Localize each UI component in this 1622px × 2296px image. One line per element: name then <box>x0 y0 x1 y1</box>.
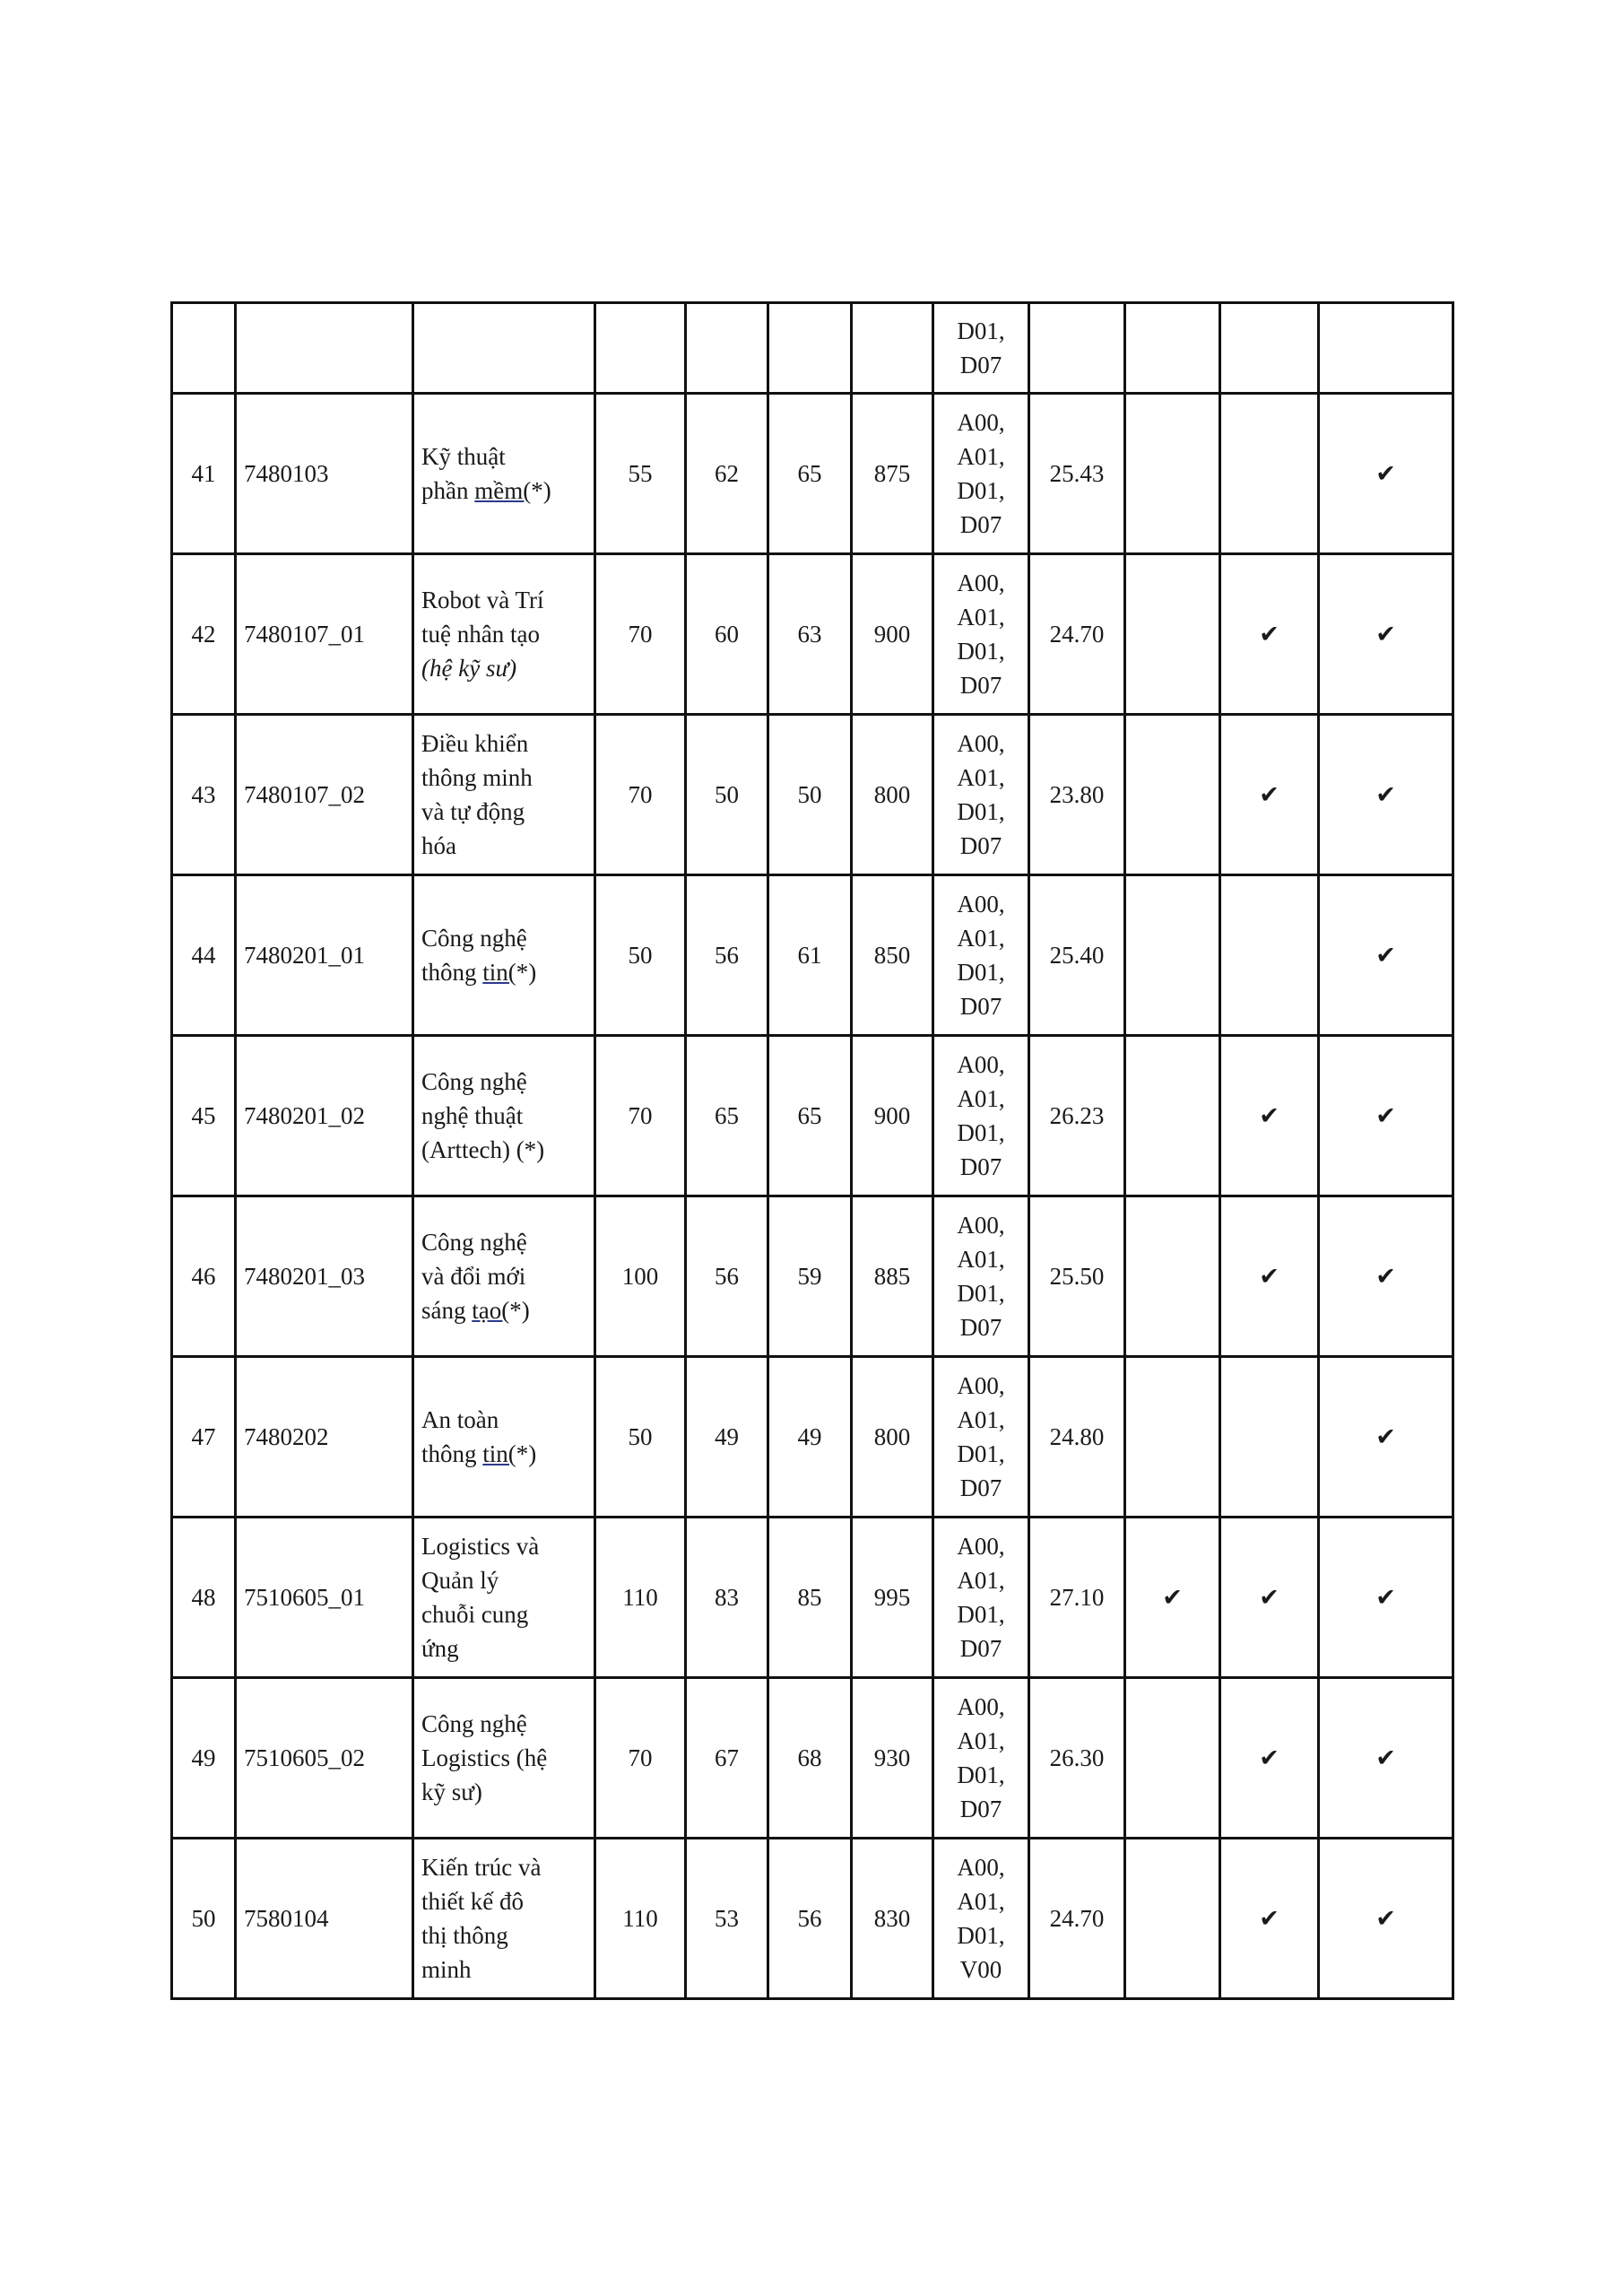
program-name-line <box>421 1529 586 1563</box>
combination: V00 <box>959 1956 1002 1983</box>
program-name-text: ứng <box>421 1635 459 1662</box>
program-name-text: phần <box>421 477 475 504</box>
cell-score: 25.40 <box>1029 875 1125 1036</box>
cell-check-1 <box>1125 1196 1220 1357</box>
cell-v2: 65 <box>768 1036 852 1196</box>
cell-check-3 <box>1319 554 1453 715</box>
program-name-line <box>421 1293 586 1327</box>
combination: A01, <box>957 1727 1005 1754</box>
cell-v1: 62 <box>686 394 768 554</box>
cell-v1: 49 <box>686 1357 768 1518</box>
cell-v1: 60 <box>686 554 768 715</box>
cell-name <box>413 1839 595 1999</box>
cell-v2: 65 <box>768 394 852 554</box>
cell-stt: 46 <box>172 1196 236 1357</box>
cell-v1: 83 <box>686 1518 768 1678</box>
cell-v3: 885 <box>852 1196 933 1357</box>
cell-score: 24.70 <box>1029 554 1125 715</box>
table-row <box>172 1357 1453 1518</box>
cell-v3: 900 <box>852 554 933 715</box>
program-name-text: và đổi mới <box>421 1263 526 1290</box>
cell-quota: 70 <box>595 715 686 875</box>
combination: A00, <box>957 1854 1005 1881</box>
cell-v3: 875 <box>852 394 933 554</box>
program-name-text: Công nghệ <box>421 1710 527 1737</box>
spellcheck-underlined-word: tin( <box>482 959 516 986</box>
table-row-continuation <box>172 303 1453 394</box>
checkmark-icon: ✔ <box>1375 942 1396 969</box>
cell-check-3 <box>1319 1839 1453 1999</box>
table-row <box>172 1036 1453 1196</box>
program-name-line <box>421 1631 586 1665</box>
cell-code: 7510605_01 <box>236 1518 413 1678</box>
program-name-line <box>421 583 586 617</box>
program-name-line <box>421 1437 586 1471</box>
cell-check-1 <box>1125 1036 1220 1196</box>
program-name-text: Logistics và <box>421 1533 540 1560</box>
cell-check-2 <box>1220 875 1319 1036</box>
program-name-line <box>421 1563 586 1597</box>
program-name-text: An toàn <box>421 1406 499 1433</box>
cell-code: 7480201_03 <box>236 1196 413 1357</box>
cell-combinations <box>933 1196 1029 1357</box>
program-name-text: và tự động <box>421 798 525 825</box>
cell-combinations <box>933 1036 1029 1196</box>
program-name-line <box>421 651 586 685</box>
program-name-text: thông minh <box>421 764 533 791</box>
cell-v3 <box>852 303 933 394</box>
spellcheck-underlined-word: mềm( <box>474 477 532 504</box>
program-name-text: Quản lý <box>421 1567 499 1594</box>
cell-score: 25.50 <box>1029 1196 1125 1357</box>
cell-check-1 <box>1125 1839 1220 1999</box>
program-name-suffix: *) <box>509 1297 530 1324</box>
program-name-line <box>421 1884 586 1918</box>
cell-v2: 49 <box>768 1357 852 1518</box>
program-name-suffix: *) <box>531 477 551 504</box>
program-name-line <box>421 1133 586 1167</box>
cell-check-2 <box>1220 715 1319 875</box>
program-name-line <box>421 617 586 651</box>
cell-code: 7480103 <box>236 394 413 554</box>
program-name-text: Logistics (hệ <box>421 1744 548 1771</box>
cell-check-3 <box>1319 1036 1453 1196</box>
table-row <box>172 1196 1453 1357</box>
cell-quota: 110 <box>595 1518 686 1678</box>
cell-name <box>413 1196 595 1357</box>
cell-stt: 41 <box>172 394 236 554</box>
combination: D07 <box>959 511 1002 538</box>
program-name-line <box>421 1225 586 1259</box>
combination: D07 <box>959 832 1002 859</box>
checkmark-icon: ✔ <box>1375 460 1396 487</box>
combination: A01, <box>957 1406 1005 1433</box>
program-name-text: chuỗi cung <box>421 1601 529 1628</box>
combination: D01, <box>957 317 1005 344</box>
program-name-line <box>421 439 586 474</box>
program-name-line <box>421 1099 586 1133</box>
checkmark-icon: ✔ <box>1259 621 1279 648</box>
program-name-text: Robot và Trí <box>421 587 544 613</box>
table-row <box>172 1518 1453 1678</box>
program-name-line <box>421 955 586 989</box>
combination: D07 <box>959 672 1002 699</box>
cell-stt: 49 <box>172 1678 236 1839</box>
cell-check-1 <box>1125 875 1220 1036</box>
checkmark-icon: ✔ <box>1259 1102 1279 1129</box>
combination: D01, <box>957 1440 1005 1467</box>
cell-check-2 <box>1220 1678 1319 1839</box>
cell-name <box>413 1036 595 1196</box>
cell-check-3 <box>1319 715 1453 875</box>
combination: D07 <box>959 1153 1002 1180</box>
cell-check-2 <box>1220 394 1319 554</box>
table-row <box>172 394 1453 554</box>
program-name-line <box>421 1403 586 1437</box>
combination: D01, <box>957 798 1005 825</box>
cell-stt: 44 <box>172 875 236 1036</box>
program-name-text: thông <box>421 1440 483 1467</box>
cell-check-2 <box>1220 1518 1319 1678</box>
program-name-text: sáng <box>421 1297 473 1324</box>
cell-check-3 <box>1319 1357 1453 1518</box>
cell-combinations <box>933 875 1029 1036</box>
checkmark-icon: ✔ <box>1259 1744 1279 1771</box>
program-name-suffix: *) <box>516 959 537 986</box>
program-name-line <box>421 1065 586 1099</box>
cell-check-1 <box>1125 1678 1220 1839</box>
cell-name <box>413 303 595 394</box>
cell-score: 24.80 <box>1029 1357 1125 1518</box>
cell-v2: 68 <box>768 1678 852 1839</box>
cell-stt: 47 <box>172 1357 236 1518</box>
cell-check-3 <box>1319 1518 1453 1678</box>
combination: A00, <box>957 1212 1005 1239</box>
program-name-line <box>421 761 586 795</box>
program-name-text: hóa <box>421 832 456 859</box>
program-name-line <box>421 1741 586 1775</box>
cell-combinations <box>933 1678 1029 1839</box>
cell-check-2 <box>1220 303 1319 394</box>
program-name-text: Kỹ thuật <box>421 443 506 470</box>
cell-check-1 <box>1125 394 1220 554</box>
cell-check-1 <box>1125 715 1220 875</box>
combination: A00, <box>957 570 1005 596</box>
combination: A01, <box>957 925 1005 952</box>
combination: D07 <box>959 1474 1002 1501</box>
cell-score <box>1029 303 1125 394</box>
cell-v1: 53 <box>686 1839 768 1999</box>
combination: D01, <box>957 1280 1005 1307</box>
cell-code: 7480107_02 <box>236 715 413 875</box>
cell-v2: 61 <box>768 875 852 1036</box>
cell-stt: 45 <box>172 1036 236 1196</box>
combination: D01, <box>957 477 1005 504</box>
cell-v1: 56 <box>686 875 768 1036</box>
cell-quota: 50 <box>595 875 686 1036</box>
checkmark-icon: ✔ <box>1375 1102 1396 1129</box>
combination: A00, <box>957 1693 1005 1720</box>
cell-score: 26.30 <box>1029 1678 1125 1839</box>
program-name-text: thiết kế đô <box>421 1888 524 1915</box>
cell-v3: 995 <box>852 1518 933 1678</box>
cell-code: 7480107_01 <box>236 554 413 715</box>
program-name-line <box>421 1952 586 1987</box>
cell-code: 7580104 <box>236 1839 413 1999</box>
program-name-text: thị thông <box>421 1922 508 1949</box>
cell-code <box>236 303 413 394</box>
combination: A01, <box>957 1567 1005 1594</box>
combination: D01, <box>957 638 1005 665</box>
checkmark-icon: ✔ <box>1259 1584 1279 1611</box>
combination: D01, <box>957 1761 1005 1788</box>
combination: A01, <box>957 604 1005 631</box>
program-name-line <box>421 829 586 863</box>
program-name-text: Công nghệ <box>421 925 527 952</box>
checkmark-icon: ✔ <box>1259 1263 1279 1290</box>
combination: A00, <box>957 1372 1005 1399</box>
program-name-text: tuệ nhân tạo <box>421 621 540 648</box>
checkmark-icon: ✔ <box>1375 1905 1396 1932</box>
program-name-line <box>421 1707 586 1741</box>
cell-score: 27.10 <box>1029 1518 1125 1678</box>
cell-check-3 <box>1319 1196 1453 1357</box>
cell-combinations <box>933 715 1029 875</box>
cell-code: 7480201_01 <box>236 875 413 1036</box>
program-name-line <box>421 921 586 955</box>
cell-v1: 50 <box>686 715 768 875</box>
combination: D01, <box>957 1119 1005 1146</box>
cell-stt: 48 <box>172 1518 236 1678</box>
cell-code: 7480202 <box>236 1357 413 1518</box>
program-name-line <box>421 726 586 761</box>
cell-check-2 <box>1220 1036 1319 1196</box>
cell-combinations <box>933 1839 1029 1999</box>
cell-v2: 59 <box>768 1196 852 1357</box>
cell-v2: 50 <box>768 715 852 875</box>
cell-combinations <box>933 1518 1029 1678</box>
cell-score: 26.23 <box>1029 1036 1125 1196</box>
cell-name <box>413 1357 595 1518</box>
cell-quota: 110 <box>595 1839 686 1999</box>
cell-name <box>413 715 595 875</box>
cell-check-3 <box>1319 1678 1453 1839</box>
program-name-suffix: *) <box>516 1440 537 1467</box>
cell-v2 <box>768 303 852 394</box>
table-row <box>172 875 1453 1036</box>
combination: A01, <box>957 764 1005 791</box>
cell-check-1 <box>1125 303 1220 394</box>
program-name-text: Công nghệ <box>421 1229 527 1256</box>
table-row <box>172 715 1453 875</box>
combination: D07 <box>959 993 1002 1020</box>
combination: D07 <box>959 1314 1002 1341</box>
cell-check-2 <box>1220 1839 1319 1999</box>
cell-check-3 <box>1319 303 1453 394</box>
cell-v2: 63 <box>768 554 852 715</box>
program-name-line <box>421 1775 586 1809</box>
cell-v3: 830 <box>852 1839 933 1999</box>
spellcheck-underlined-word: tin( <box>482 1440 516 1467</box>
checkmark-icon: ✔ <box>1259 781 1279 808</box>
table-row <box>172 1678 1453 1839</box>
combination: D07 <box>959 1796 1002 1822</box>
cell-quota: 70 <box>595 1678 686 1839</box>
cell-v1: 65 <box>686 1036 768 1196</box>
checkmark-icon: ✔ <box>1375 1744 1396 1771</box>
program-name-line <box>421 795 586 829</box>
program-name-text: Công nghệ <box>421 1068 527 1095</box>
cell-v2: 56 <box>768 1839 852 1999</box>
combination: A01, <box>957 1888 1005 1915</box>
program-name-line <box>421 1597 586 1631</box>
program-name-text: nghệ thuật <box>421 1102 524 1129</box>
combination: A01, <box>957 1085 1005 1112</box>
cell-v3: 900 <box>852 1036 933 1196</box>
cell-v3: 850 <box>852 875 933 1036</box>
cell-v3: 800 <box>852 1357 933 1518</box>
program-name-text: kỹ sư) <box>421 1779 482 1805</box>
cell-name <box>413 1678 595 1839</box>
cell-score: 23.80 <box>1029 715 1125 875</box>
program-name-text: (hệ kỹ sư) <box>421 655 517 682</box>
combination: A00, <box>957 891 1005 918</box>
cell-name <box>413 1518 595 1678</box>
cell-v1: 56 <box>686 1196 768 1357</box>
cell-check-2 <box>1220 554 1319 715</box>
cell-check-2 <box>1220 1357 1319 1518</box>
cell-v3: 800 <box>852 715 933 875</box>
cell-combinations <box>933 394 1029 554</box>
cell-check-3 <box>1319 875 1453 1036</box>
combination: D01, <box>957 1922 1005 1949</box>
program-name-line <box>421 474 586 508</box>
cell-name <box>413 875 595 1036</box>
combination: D01, <box>957 959 1005 986</box>
cell-stt: 50 <box>172 1839 236 1999</box>
table-row <box>172 1839 1453 1999</box>
cell-quota: 55 <box>595 394 686 554</box>
spellcheck-underlined-word: tạo( <box>472 1297 510 1324</box>
checkmark-icon: ✔ <box>1375 1423 1396 1450</box>
combination: D07 <box>959 352 1002 378</box>
cell-check-2 <box>1220 1196 1319 1357</box>
cell-check-1 <box>1125 554 1220 715</box>
cell-combinations <box>933 554 1029 715</box>
cell-stt <box>172 303 236 394</box>
cell-check-3 <box>1319 394 1453 554</box>
cell-v3: 930 <box>852 1678 933 1839</box>
program-name-line <box>421 1918 586 1952</box>
checkmark-icon: ✔ <box>1259 1905 1279 1932</box>
program-name-text: (Arttech) (*) <box>421 1136 545 1163</box>
cell-check-1 <box>1125 1518 1220 1678</box>
cell-combinations <box>933 303 1029 394</box>
program-name-line <box>421 1259 586 1293</box>
checkmark-icon: ✔ <box>1162 1584 1183 1611</box>
table-row <box>172 554 1453 715</box>
program-name-text: thông <box>421 959 483 986</box>
combination: A00, <box>957 1051 1005 1078</box>
checkmark-icon: ✔ <box>1375 781 1396 808</box>
cell-stt: 42 <box>172 554 236 715</box>
combination: A01, <box>957 443 1005 470</box>
program-name-text: Điều khiển <box>421 730 529 757</box>
combination: D07 <box>959 1635 1002 1662</box>
cell-score: 25.43 <box>1029 394 1125 554</box>
cell-stt: 43 <box>172 715 236 875</box>
cell-v2: 85 <box>768 1518 852 1678</box>
checkmark-icon: ✔ <box>1375 1584 1396 1611</box>
cell-name <box>413 554 595 715</box>
combination: A00, <box>957 1533 1005 1560</box>
cell-quota <box>595 303 686 394</box>
cell-quota: 50 <box>595 1357 686 1518</box>
checkmark-icon: ✔ <box>1375 621 1396 648</box>
combination: A01, <box>957 1246 1005 1273</box>
cell-check-1 <box>1125 1357 1220 1518</box>
admissions-table <box>170 301 1454 2000</box>
cell-code: 7480201_02 <box>236 1036 413 1196</box>
program-name-text: Kiến trúc và <box>421 1854 542 1881</box>
cell-quota: 100 <box>595 1196 686 1357</box>
checkmark-icon: ✔ <box>1375 1263 1396 1290</box>
cell-v1 <box>686 303 768 394</box>
cell-score: 24.70 <box>1029 1839 1125 1999</box>
cell-combinations <box>933 1357 1029 1518</box>
program-name-line <box>421 1850 586 1884</box>
cell-name <box>413 394 595 554</box>
combination: A00, <box>957 409 1005 436</box>
cell-v1: 67 <box>686 1678 768 1839</box>
cell-quota: 70 <box>595 554 686 715</box>
cell-code: 7510605_02 <box>236 1678 413 1839</box>
cell-quota: 70 <box>595 1036 686 1196</box>
combination: A00, <box>957 730 1005 757</box>
combination: D01, <box>957 1601 1005 1628</box>
program-name-text: minh <box>421 1956 472 1983</box>
